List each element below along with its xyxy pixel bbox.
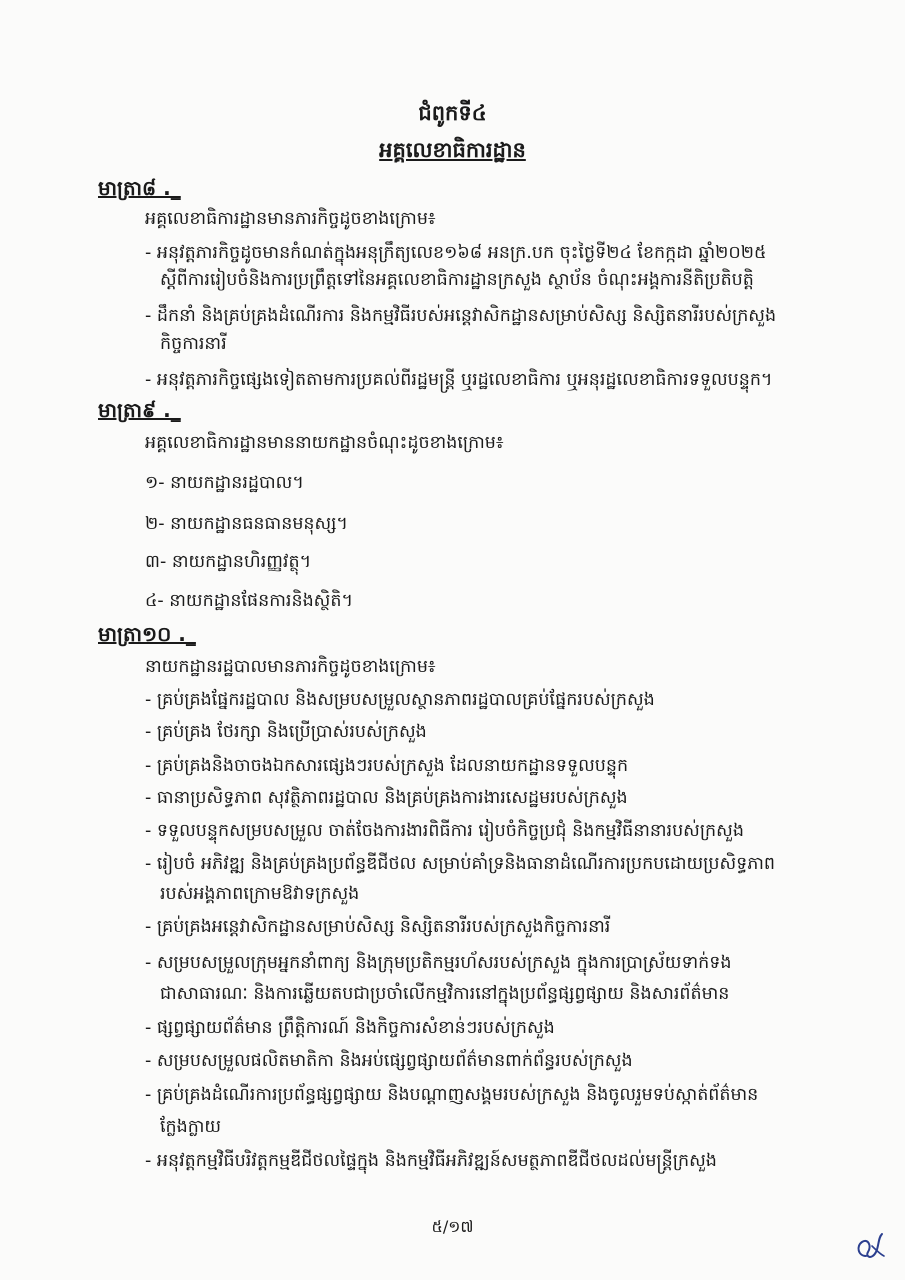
- article-10-intro: នាយកដ្ឋានរដ្ឋបាលមានភារកិច្ចដូចខាងក្រោម៖: [145, 657, 436, 677]
- handwritten-initial-signature: [852, 1226, 888, 1266]
- article-10-line: - គ្រប់គ្រងដំណើរការប្រព័ន្ធផ្សព្វផ្សាយ និងបណ្តាញសង្គមរបស់ក្រសួង និងចូលរួមទប់ស្កាត់ព័ត៌មាន: [145, 1085, 759, 1105]
- department-item: ២- នាយកដ្ឋានធនធានមនុស្ស។: [145, 514, 348, 534]
- article-8-line: - អនុវត្តភារកិច្ចដូចមានកំណត់ក្នុងអនុក្រឹត្យលេខ១៦៨ អនក្រ.បក ចុះថ្ងៃទី២៤ ខែកក្កដា ឆ្នាំ២០២៥: [145, 243, 767, 263]
- article-10-line: - អនុវត្តកម្មវិធីបរិវត្តកម្មឌីជីថលផ្ទៃក្នុង និងកម្មវិធីអភិវឌ្ឍន៍សមត្ថភាពឌីជីថលដល់មន្ត្រីក្រសួង: [145, 1151, 717, 1171]
- article-8-line: - ដឹកនាំ និងគ្រប់គ្រងដំណើរការ និងកម្មវិធីរបស់អន្តេវាសិកដ្ឋានសម្រាប់សិស្ស និស្សិតនារីរបស់ក្រសួង: [145, 306, 777, 326]
- article-10-line: ក្លែងក្លាយ: [160, 1117, 222, 1137]
- chapter-title: អគ្គលេខាធិការដ្ឋាន: [379, 138, 526, 162]
- article-10-line: - សម្របសម្រួលផលិតមាតិកា និងអប់ផ្សេព្វផ្សាយព័ត៌មានពាក់ព័ន្ធរបស់ក្រសួង: [145, 1051, 633, 1071]
- article-9-intro: អគ្គលេខាធិការដ្ឋានមាននាយកដ្ឋានចំណុះដូចខាងក្រោម៖: [145, 433, 504, 453]
- page-number: ៥/១៧: [431, 1217, 474, 1236]
- article-10-line: - គ្រប់គ្រងផ្នែករដ្ឋបាល និងសម្របសម្រួលស្ថានភាពរដ្ឋបាលគ្រប់ផ្នែករបស់ក្រសួង: [145, 690, 655, 710]
- article-10-line: - គ្រប់គ្រងអន្តេវាសិកដ្ឋានសម្រាប់សិស្ស និស្សិតនារីរបស់ក្រសួងកិច្ចការនារី: [145, 917, 611, 937]
- article-10-line: - ផ្សព្វផ្សាយព័ត៌មាន ព្រឹត្តិការណ៍ និងកិច្ចការសំខាន់ៗរបស់ក្រសួង: [145, 1018, 555, 1038]
- article-9-heading: មាត្រា៩ ._: [98, 398, 181, 422]
- article-8-heading: មាត្រា៨ ._: [98, 176, 181, 200]
- article-10-line: - សម្របសម្រួលក្រុមអ្នកនាំពាក្យ និងក្រុមប្រតិកម្មរហ័សរបស់ក្រសួង ក្នុងការប្រាស្រ័យទាក់ទង: [145, 953, 732, 973]
- article-10-line: ជាសាធារណៈ និងការឆ្លើយតបជាប្រចាំលើកម្មវិការនៅក្នុងប្រព័ន្ធផ្សព្វផ្សាយ និងសារព័ត៌មាន: [160, 984, 730, 1004]
- article-10-line: របស់អង្គភាពក្រោមឱវាទក្រសួង: [160, 884, 360, 904]
- article-8-intro: អគ្គលេខាធិការដ្ឋានមានភារកិច្ចដូចខាងក្រោម៖: [145, 209, 436, 229]
- article-10-heading: មាត្រា១០ ._: [98, 622, 196, 646]
- department-item: ៣- នាយកដ្ឋានហិរញ្ញវត្ថុ។: [145, 552, 312, 572]
- article-8-line: កិច្ចការនារី: [160, 334, 227, 354]
- article-10-line: - ធានាប្រសិទ្ធភាព សុវត្ថិភាពរដ្ឋបាល និងគ្រប់គ្រងការងារសេដ្ឋមរបស់ក្រសួង: [145, 788, 628, 808]
- chapter-number: ជំពូកទី៤: [418, 101, 487, 125]
- article-10-line: - គ្រប់គ្រងនិងចាចងឯកសារផ្សេងៗរបស់ក្រសួង ដែលនាយកដ្ឋានទទួលបន្ទុក: [145, 756, 629, 776]
- department-item: ៤- នាយកដ្ឋានផែនការនិងស្ថិតិ។: [145, 591, 353, 611]
- article-8-line: - អនុវត្តភារកិច្ចផ្សេងទៀតតាមការប្រគល់ពីរដ្ឋមន្ត្រី ឬរដ្ឋលេខាធិការ ឬអនុរដ្ឋលេខាធិការទទួលបន្ទុក។: [145, 370, 773, 390]
- article-10-line: - គ្រប់គ្រង ថែរក្សា និងប្រើប្រាស់របស់ក្រសួង: [145, 722, 427, 742]
- article-10-line: - ទទួលបន្ទុកសម្របសម្រួល ចាត់ចែងការងារពិធីការ រៀបចំកិច្ចប្រជុំ និងកម្មវិធីនានារបស់ក្រសួង: [145, 821, 744, 841]
- article-8-line: ស្ដីពីការរៀបចំនិងការប្រព្រឹត្តទៅនៃអគ្គលេខាធិការដ្ឋានក្រសួង ស្ថាប័ន ចំណុះអង្គការនីតិប្រតិបត្តិ: [160, 270, 754, 290]
- department-item: ១- នាយកដ្ឋានរដ្ឋបាល។: [145, 473, 304, 493]
- article-10-line: - រៀបចំ អភិវឌ្ឍ និងគ្រប់គ្រងប្រព័ន្ធឌីជីថល សម្រាប់គាំទ្រនិងធានាដំណើរការប្រកបដោយប្រសិទ្ធភាព: [145, 854, 776, 874]
